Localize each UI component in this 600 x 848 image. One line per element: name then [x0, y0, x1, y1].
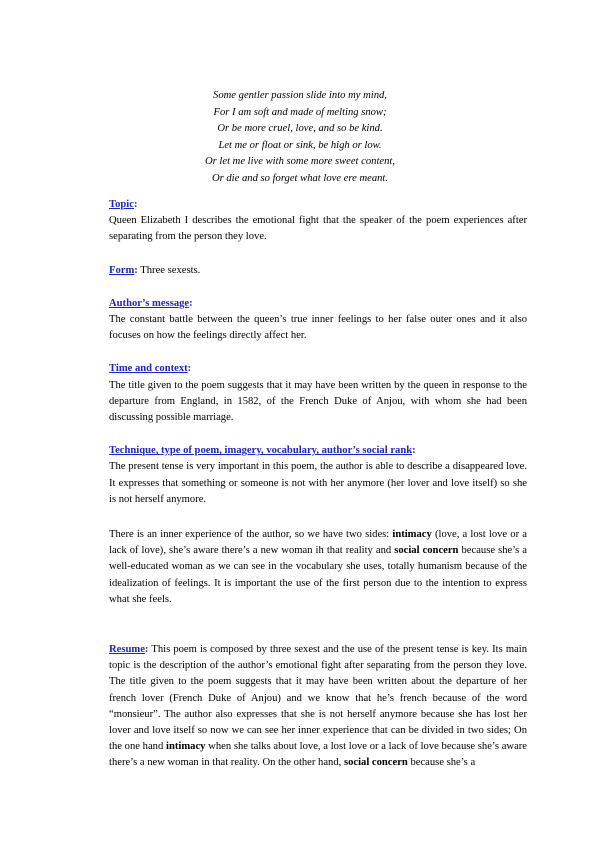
poem-line: Or die and so forget what love ere meant. [211, 172, 389, 184]
poem-line: For I am soft and made of melting snow; [213, 106, 387, 118]
resume-colon: : [144, 644, 149, 656]
resume-heading[interactable]: Resume [109, 644, 145, 656]
time-context-text: The title given to the poem suggests that it may have been written by the queen in response to the departure from England, in 1582, of the French Duke of Anjou, with whom she had been discussing possible marriage. [109, 379, 527, 424]
form-heading[interactable]: Form [109, 264, 135, 276]
topic-text: Queen Elizabeth I describes the emotional fight that the speaker of the poem experiences after separating from the person they love. [109, 215, 527, 243]
analysis-content [109, 197, 527, 772]
intimacy-term: intimacy [392, 529, 432, 541]
resume-paragraph: Resume: This poem is composed by three sexest and the use of the present tense is key. Its main topic is the description of the author’s emotional fight after separating from the person they love. The title given to the poem suggests that it may have been written about the departure of her french lover (French Duke of Anjou) and we know that he’s french because of the word “monsieur”. The author also expresses that she is not herself anymore because she has lost her lover and love itself so now we can see her inner experience that can be divided in two sides; On the one hand intimacy when she talks about love, a lost love or a lack of love because she’s aware there’s a new woman in that reality. On the other hand, social concern because she’s a [109, 644, 528, 769]
technique-paragraph-1: The present tense is very important in this poem, the author is able to describe a disappeared love. It expresses that something or someone is not with her anymore (her lover and love itself) so she is not herself anymore. [109, 461, 527, 505]
poem-line: Or be more cruel, love, and so be kind. [217, 123, 383, 134]
authors-message-text: The constant battle between the queen’s true inner feelings to her false outer ones and it also focuses on how the feelings directly affect her. [109, 314, 527, 342]
technique-colon: : [412, 445, 416, 457]
form-text: Three sexests. [137, 264, 201, 276]
technique-paragraph-2: There is an inner experience of the author, so we have two sides: intimacy (love, a lost love or a lack of love), she’s aware there’s a new woman ih that reality and social concern because she’s a well-educated woman as we can see in the vocabulary she uses, totally humanism because of the idealization of feelings. It is important the use of the first person due to the intention to express what she feels. [109, 529, 528, 605]
topic-heading[interactable]: Topic [109, 199, 134, 210]
topic-colon: : [133, 199, 138, 210]
authors-message-heading[interactable]: Author’s message [109, 297, 190, 309]
time-context-heading[interactable]: Time and context [109, 363, 188, 375]
authors-message-colon: : [189, 297, 193, 309]
technique-section [109, 443, 527, 459]
social-concern-term: social concern [343, 757, 408, 769]
authors-message-section [109, 296, 527, 312]
poem-line: Let me or float or sink, be high or low. [218, 139, 382, 151]
time-context-section [109, 361, 527, 377]
time-context-colon: : [187, 363, 192, 375]
topic-section [109, 197, 527, 213]
form-colon: : [134, 264, 138, 276]
poem-stanza [0, 88, 600, 187]
form-section [109, 263, 527, 279]
intimacy-term: intimacy [166, 741, 206, 753]
social-concern-term: social concern [394, 545, 459, 557]
poem-line: Some gentler passion slide into my mind, [213, 90, 387, 101]
technique-heading[interactable]: Technique, type of poem, imagery, vocabulary, author’s social rank [109, 445, 413, 457]
poem-line: Or let me live with some more sweet content, [205, 156, 395, 167]
